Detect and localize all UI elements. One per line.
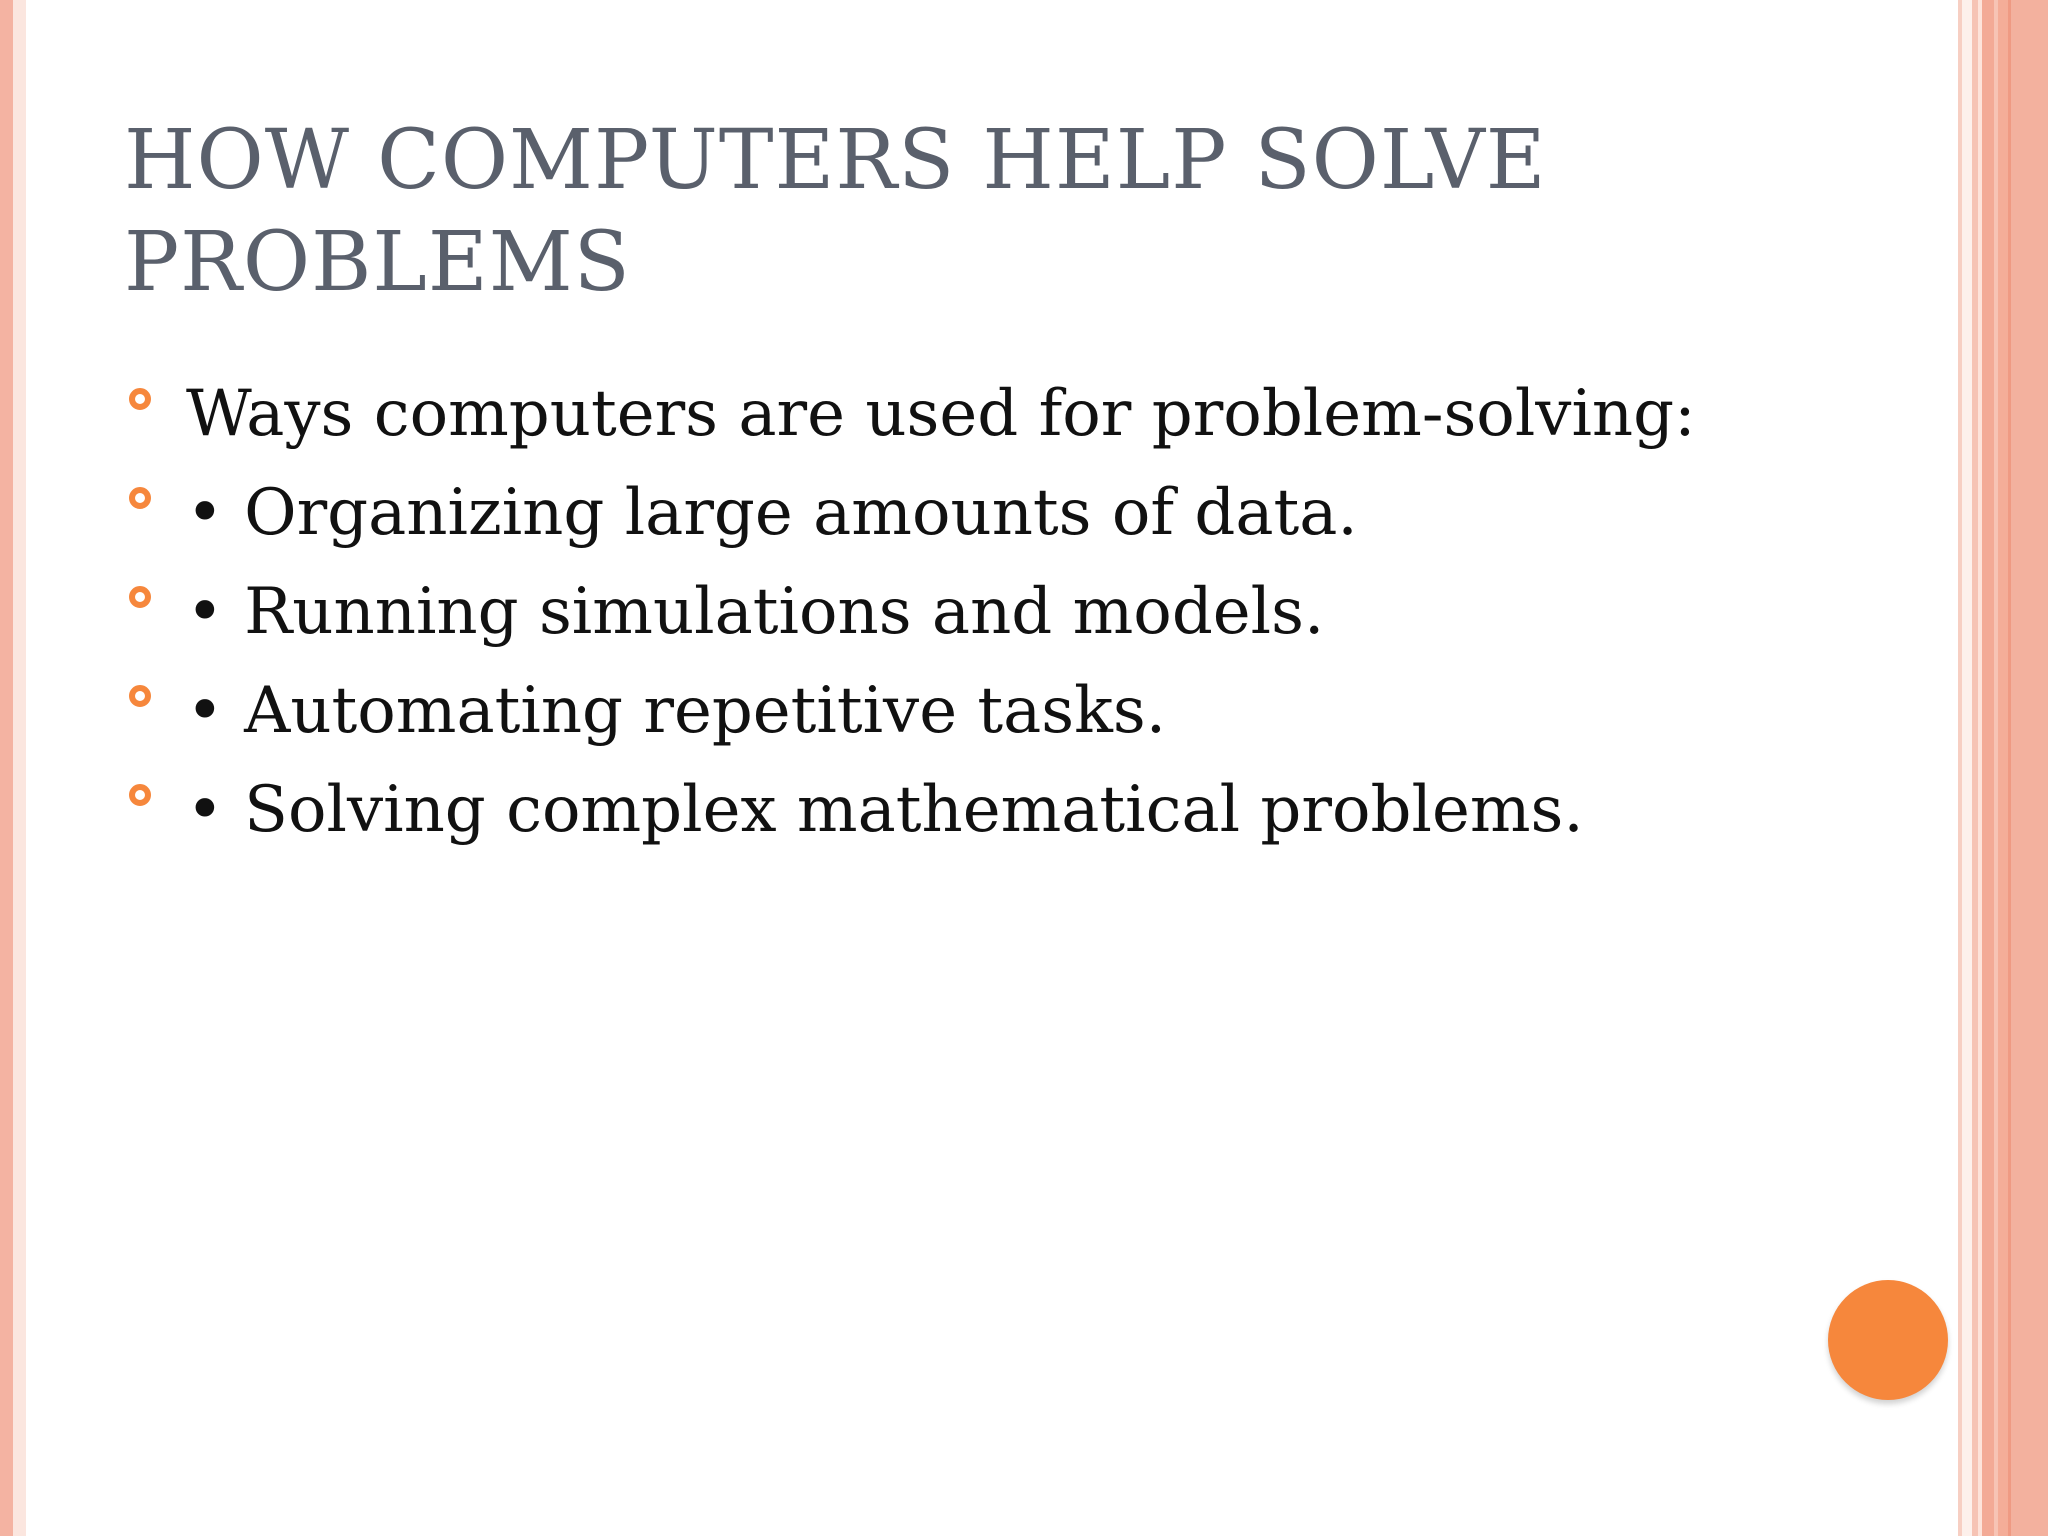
orange-ring-icon xyxy=(129,388,151,410)
slide-title: HOW COMPUTERS HELP SOLVE PROBLEMS xyxy=(124,113,1547,310)
orange-ring-icon xyxy=(129,784,151,806)
bullet-list xyxy=(124,372,1904,867)
orange-ring-icon xyxy=(129,586,151,608)
orange-ring-icon xyxy=(129,685,151,707)
right-border-stripe xyxy=(2011,0,2048,1536)
bullet-item xyxy=(124,471,1904,570)
right-border-stripe xyxy=(1998,0,2008,1536)
bullet-item xyxy=(124,768,1904,867)
right-border-stripe xyxy=(1962,0,1972,1536)
left-border-stripe-light xyxy=(13,0,26,1536)
right-border-stripe xyxy=(1982,0,1994,1536)
left-border-stripe xyxy=(0,0,13,1536)
bullet-item xyxy=(124,570,1904,669)
bullet-text: Ways computers are used for problem-solving: xyxy=(186,377,1696,451)
bullet-text: • Automating repetitive tasks. xyxy=(186,674,1167,748)
orange-circle-icon xyxy=(1828,1280,1948,1400)
bullet-item xyxy=(124,669,1904,768)
bullet-text: • Running simulations and models. xyxy=(186,575,1325,649)
orange-ring-icon xyxy=(129,487,151,509)
bullet-item xyxy=(124,372,1904,471)
bullet-text: • Solving complex mathematical problems. xyxy=(186,773,1584,847)
bullet-text: • Organizing large amounts of data. xyxy=(186,476,1358,550)
